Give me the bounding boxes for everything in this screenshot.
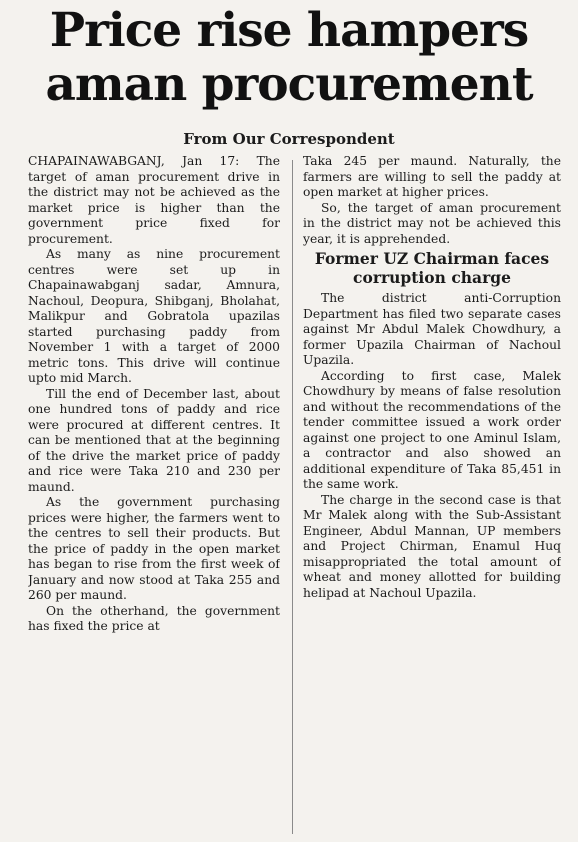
sub-article-paragraph: According to first case, Malek Chowdhury by means of false resolution and without the recommendations of the tender committee issued a work order against one project to one Aminul Islam, a contractor and also showed an additional expenditure of Taka 85,451 in the same work.: [303, 368, 561, 491]
column-divider: [292, 160, 293, 834]
article-paragraph: As the government purchasing prices were higher, the farmers went to the centres to sell their products. But the price of paddy in the open market has began to rise from the first week of January and now stood at Taka 255 and 260 per maund.: [28, 495, 280, 602]
sub-article-paragraph: The district anti-Corruption Department has filed two separate cases against Mr Abdul Malek Chowdhury, a former Upazila Chairman of Nachoul Upazila.: [303, 291, 561, 367]
article-paragraph: As many as nine procurement centres were set up in Chapainawabganj sadar, Amnura, Nachoul, Deopura, Shibganj, Bholahat, Malikpur and Gobratola upazilas started purchasing paddy from November 1 with a target of 2000 metric tons. This drive will continue upto mid March.: [28, 247, 280, 385]
article-byline: From Our Correspondent: [183, 130, 395, 148]
article-headline: Price rise hampers aman procurement: [45, 3, 533, 112]
sub-article-paragraph: The charge in the second case is that Mr Malek along with the Sub-Assistant Engineer, Abdul Mannan, UP members and Project Chirman, Enamul Huq misappropriated the total amount of wheat and money allotted for building helipad at Nachoul Upazila.: [303, 492, 561, 600]
article-paragraph: On the otherhand, the government has fixed the price at: [28, 603, 280, 633]
article-paragraph: Till the end of December last, about one hundred tons of paddy and rice were procured at different centres. It can be mentioned that at the beginning of the drive the market price of paddy and rice were Taka 210 and 230 per maund.: [28, 386, 280, 494]
right-column: [303, 154, 561, 836]
article-paragraph: So, the target of aman procurement in the district may not be achieved this year, it is apprehended.: [303, 200, 561, 246]
sub-article-headline: Former UZ Chairman faces corruption charge: [314, 249, 550, 287]
article-paragraph: CHAPAINAWABGANJ, Jan 17: The target of aman procurement drive in the district may not be achieved as the market price is higher than the government price fixed for procurement.: [28, 154, 280, 246]
article-paragraph: Taka 245 per maund. Naturally, the farmers are willing to sell the paddy at open market at higher prices.: [303, 154, 561, 199]
left-column: [28, 154, 280, 836]
